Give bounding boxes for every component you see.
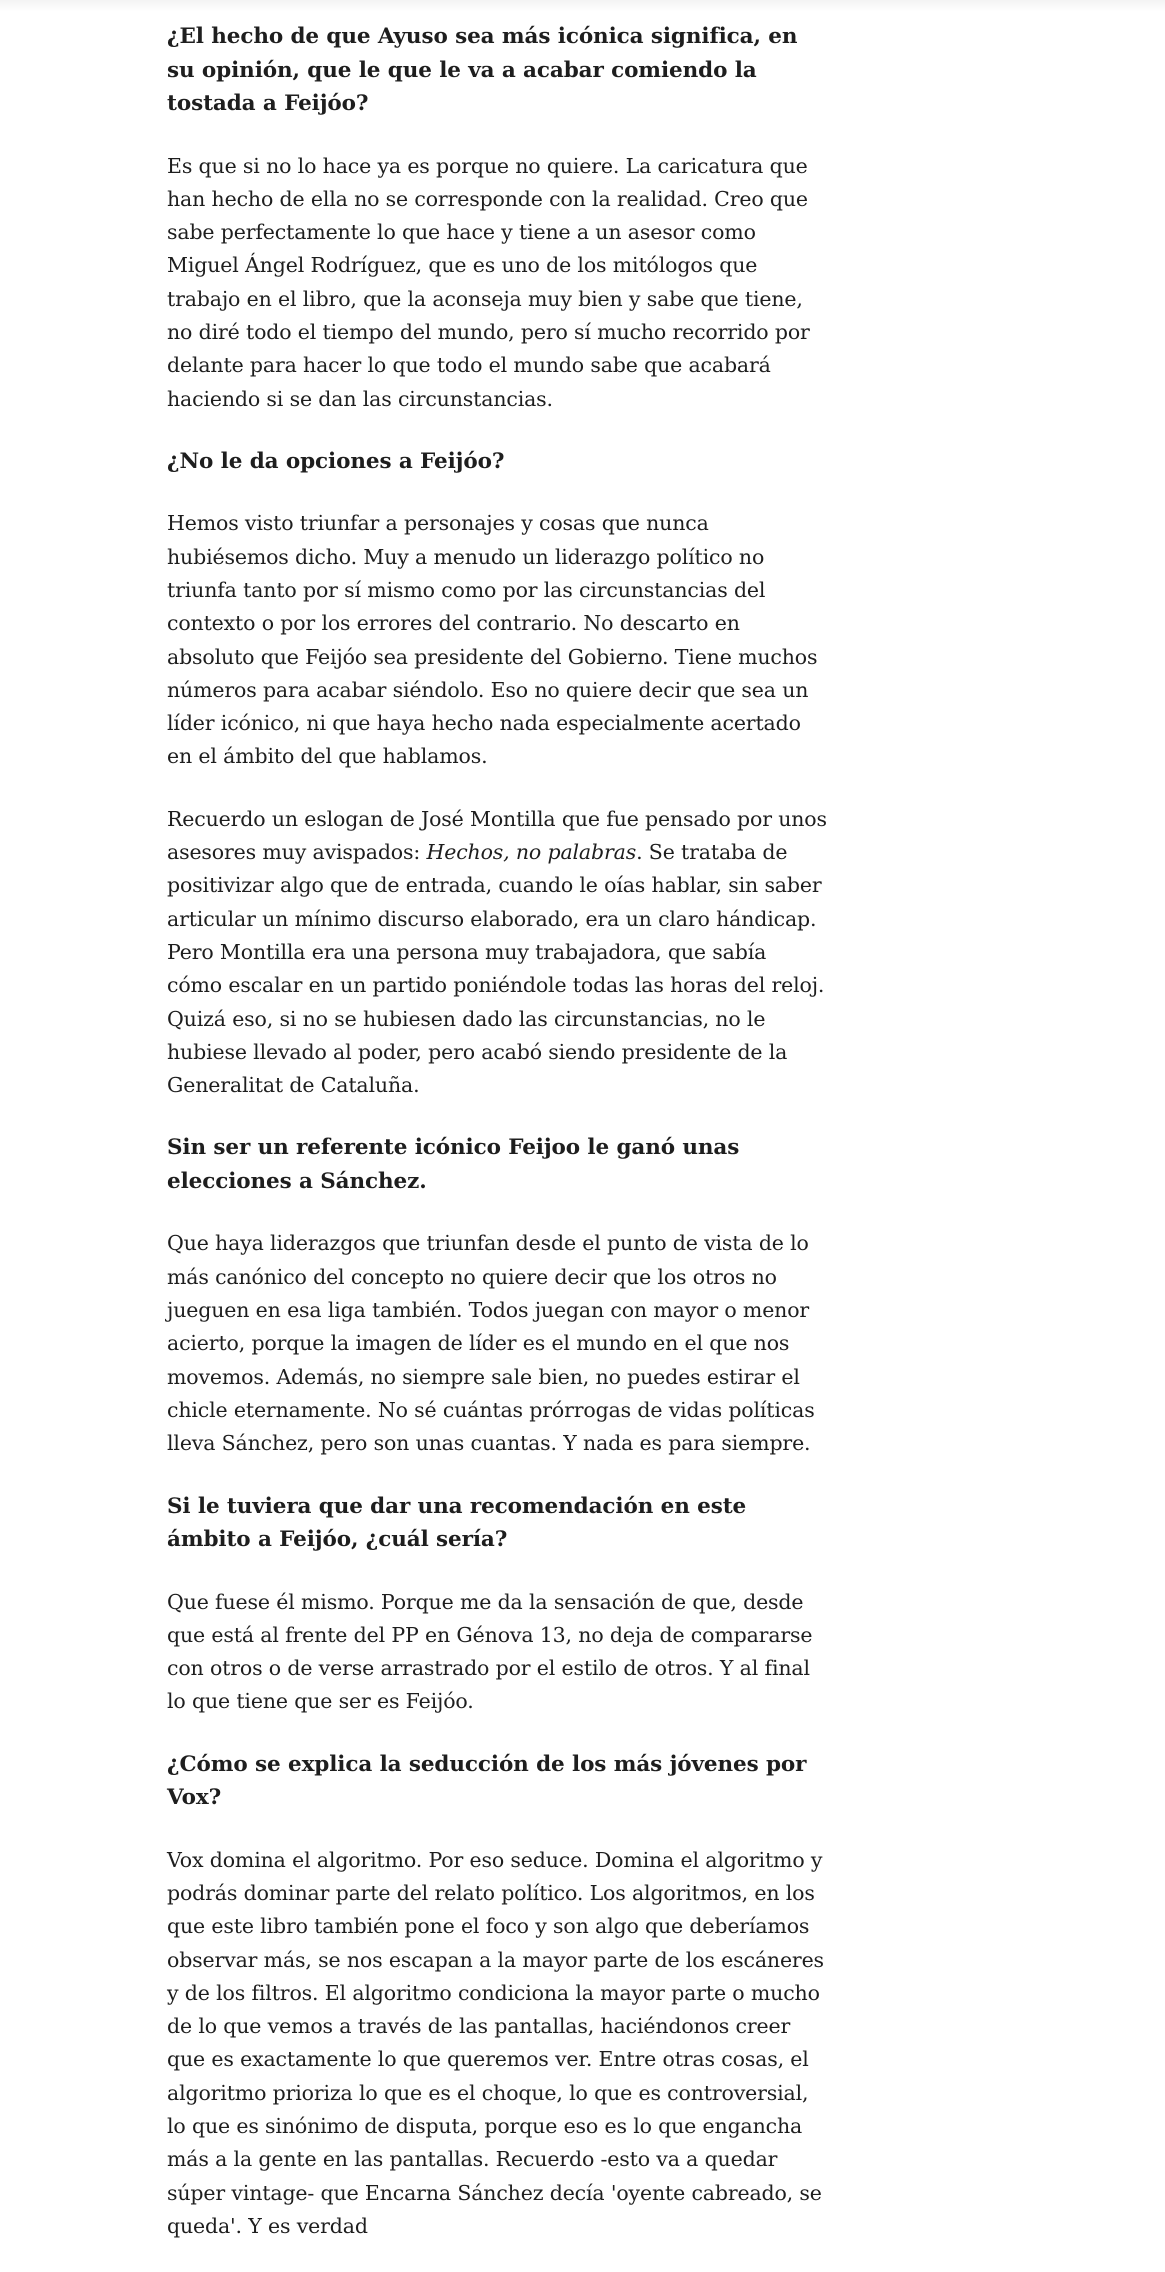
- interview-answer: Es que si no lo hace ya es porque no quiere. La caricatura que han hecho de ella no se corresponde con la realidad. Creo que sabe perfectamente lo que hace y tiene a un asesor como Miguel Ángel Rodríguez, que es uno de los mitólogos que trabajo en el libro, que la aconseja muy bien y sabe que tiene, no diré todo el tiempo del mundo, pero sí mucho recorrido por delante para hacer lo que todo el mundo sabe que acabará haciendo si se dan las circunstancias.: [167, 153, 810, 411]
- interview-answer: [167, 803, 827, 1103]
- answer-text: . Se trataba de positivizar algo que de entrada, cuando le oías hablar, sin saber articular un mínimo discurso elaborado, era un claro hándicap. Pero Montilla era una persona muy trabajadora, que sabía cómo escalar en un partido poniéndole todas las horas del reloj. Quizá eso, si no se hubiesen dado las circunstancias, no le hubiese llevado al poder, pero acabó siendo presidente de la Generalitat de Cataluña.: [167, 840, 825, 1098]
- interview-question: ¿El hecho de que Ayuso sea más icónica significa, en su opinión, que le que le va a acabar comiendo la tostada a Feijóo?: [167, 24, 798, 116]
- interview-answer: Hemos visto triunfar a personajes y cosas que nunca hubiésemos dicho. Muy a menudo un liderazgo político no triunfa tanto por sí mismo como por las circunstancias del contexto o por los errores del contrario. No descarto en absoluto que Feijóo sea presidente del Gobierno. Tiene muchos números para acabar siéndolo. Eso no quiere decir que sea un líder icónico, ni que haya hecho nada especialmente acertado en el ámbito del que hablamos.: [167, 511, 818, 769]
- slogan-italic: Hechos, no palabras: [426, 840, 637, 865]
- interview-question: Si le tuviera que dar una recomendación en este ámbito a Feijóo, ¿cuál sería?: [167, 1493, 747, 1552]
- interview-question: ¿Cómo se explica la seducción de los más jóvenes por Vox?: [167, 1751, 807, 1811]
- article-body: [167, 20, 827, 2272]
- interview-answer: Vox domina el algoritmo. Por eso seduce. Domina el algoritmo y podrás dominar parte del relato político. Los algoritmos, en los que este libro también pone el foco y son algo que deberíamos observar más, se nos escapan a la mayor parte de los escáneres y de los filtros. El algoritmo condiciona la mayor parte o mucho de lo que vemos a través de las pantallas, haciéndonos creer que es exactamente lo que queremos ver. Entre otras cosas, el algoritmo prioriza lo que es el choque, lo que es controversial, lo que es sinónimo de disputa, porque eso es lo que engancha más a la gente en las pantallas. Recuerdo -esto va a quedar súper vintage- que Encarna Sánchez decía 'oyente cabreado, se queda'. Y es verdad: [167, 1847, 824, 2238]
- interview-answer: Que haya liderazgos que triunfan desde el punto de vista de lo más canónico del concepto no quiere decir que los otros no jueguen en esa liga también. Todos juegan con mayor o menor acierto, porque la imagen de líder es el mundo en el que nos movemos. Además, no siempre sale bien, no puedes estirar el chicle eternamente. No sé cuántas prórrogas de vidas políticas lleva Sánchez, pero son unas cuantas. Y nada es para siempre.: [167, 1231, 815, 1456]
- interview-question: Sin ser un referente icónico Feijoo le ganó unas elecciones a Sánchez.: [167, 1135, 740, 1194]
- answer-text: Recuerdo un eslogan de José Montilla que fue pensado por unos asesores muy avispados:: [167, 806, 827, 865]
- interview-answer: Que fuese él mismo. Porque me da la sensación de que, desde que está al frente del PP en Génova 13, no deja de compararse con otros o de verse arrastrado por el estilo de otros. Y al final lo que tiene que ser es Feijóo.: [167, 1589, 813, 1714]
- top-shadow: [0, 0, 1165, 12]
- interview-question: ¿No le da opciones a Feijóo?: [167, 448, 505, 474]
